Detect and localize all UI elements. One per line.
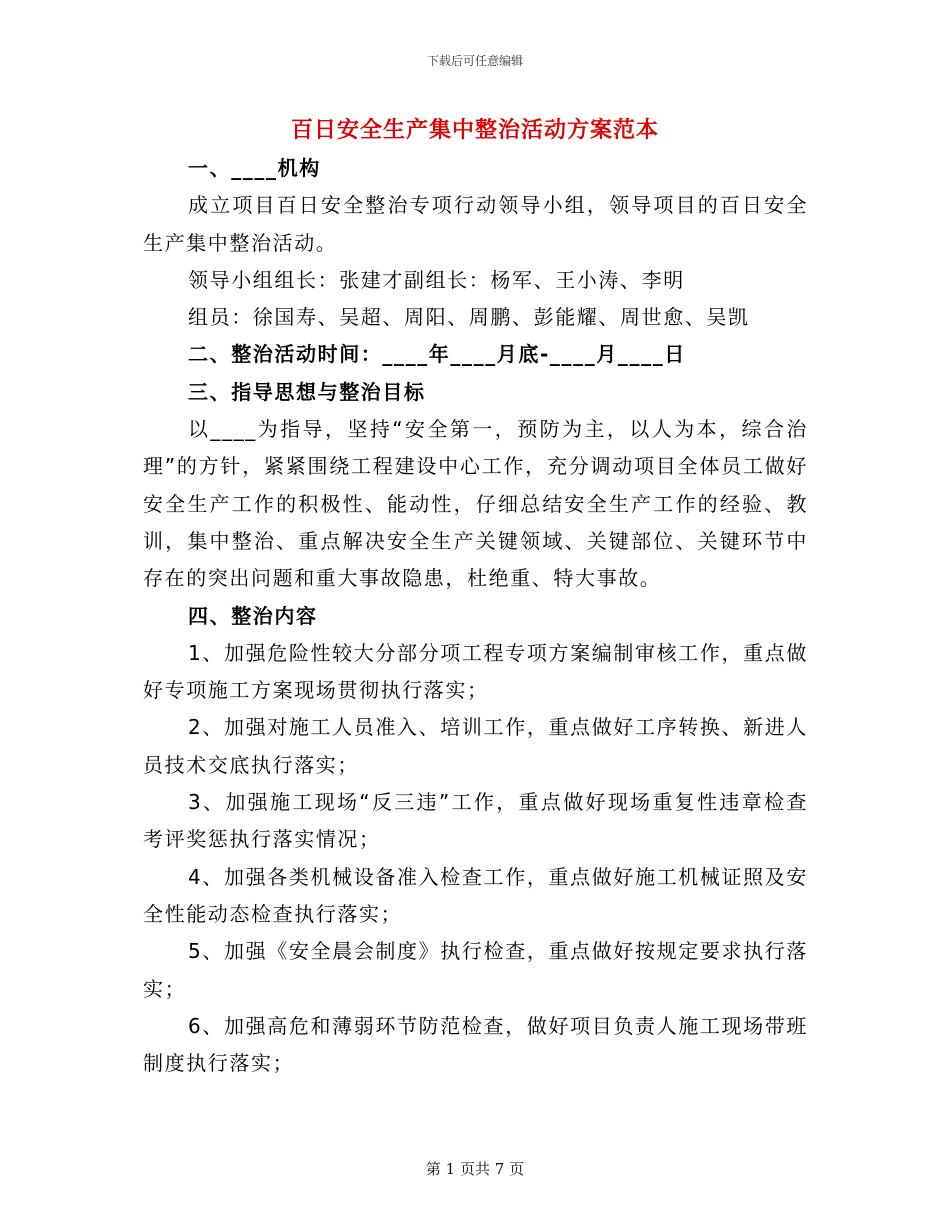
paragraph-leadership-group: 成立项目百日安全整治专项行动领导小组，领导项目的百日安全生产集中整治活动。 xyxy=(143,193,808,255)
list-item-5: 5、加强《安全晨会制度》执行检查，重点做好按规定要求执行落实； xyxy=(143,939,808,1001)
list-item-3: 3、加强施工现场“反三违”工作，重点做好现场重复性违章检查考评奖惩执行落实情况； xyxy=(143,790,808,852)
section-heading-content: 四、整治内容 xyxy=(188,603,318,628)
page-footer: 第 1 页共 7 页 xyxy=(425,1160,525,1178)
list-item-2: 2、加强对施工人员准入、培训工作，重点做好工序转换、新进人员技术交底执行落实； xyxy=(143,715,808,777)
list-item-4: 4、加强各类机械设备准入检查工作，重点做好施工机械证照及安全性能动态检查执行落实； xyxy=(143,864,808,926)
section-heading-activity-time: 二、整治活动时间：____年____月底-____月____日 xyxy=(188,342,686,367)
paragraph-guiding-ideology: 以____为指导，坚持“安全第一，预防为主，以人为本，综合治理”的方针，紧紧围绕工程建设中心工作，充分调动项目全体员工做好安全生产工作的积极性、能动性，仔细总结安全生产工作的经验、教训，集中整治、重点解决安全生产关键领域、关键部位、关键环节中存在的突出问题和重大事故隐患，杜绝重、特大事故。 xyxy=(143,417,808,591)
header-note: 下载后可任意编辑 xyxy=(426,54,523,68)
section-heading-guiding-ideology: 三、指导思想与整治目标 xyxy=(188,379,426,404)
document-title: 百日安全生产集中整治活动方案范本 xyxy=(290,118,659,143)
paragraph-group-members: 组员：徐国寿、吴超、周阳、周鹏、彭能耀、周世愈、吴凯 xyxy=(188,305,750,330)
section-heading-organization: 一、____机构 xyxy=(188,156,321,180)
list-item-1: 1、加强危险性较大分部分项工程专项方案编制审核工作，重点做好专项施工方案现场贯彻执行落实； xyxy=(143,640,808,703)
paragraph-group-leader: 领导小组组长：张建才副组长：杨军、王小涛、李明 xyxy=(188,267,685,292)
document-body xyxy=(143,150,808,1082)
list-item-6: 6、加强高危和薄弱环节防范检查，做好项目负责人施工现场带班制度执行落实； xyxy=(143,1013,808,1076)
